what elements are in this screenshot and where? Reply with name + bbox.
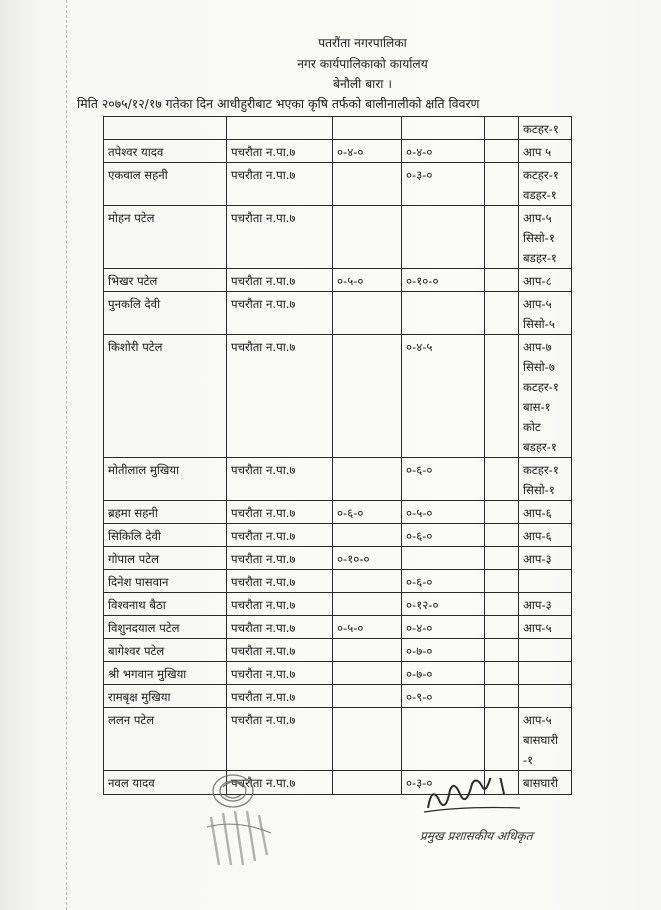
crop-loss-cell: आप ५ — [519, 140, 572, 163]
crop-loss-cell: आप-५ सिसो-५ — [519, 292, 572, 335]
blank-cell — [485, 163, 519, 206]
table-row — [104, 269, 572, 292]
farmer-name-cell: ललन पटेल — [104, 708, 227, 771]
farmer-name-cell: सिकिलि देवी — [104, 524, 227, 547]
area-b-cell: ०-४-० — [402, 140, 485, 163]
blank-cell — [485, 206, 519, 269]
blank-cell — [485, 140, 519, 163]
area-b-cell: ०-१२-० — [402, 593, 485, 616]
area-b-cell — [402, 206, 485, 269]
area-a-cell — [333, 593, 402, 616]
area-a-cell — [333, 117, 402, 140]
crop-loss-cell: आप-७ सिसो-७ कटहर-१ बास-१ कोट बडहर-१ — [519, 335, 572, 458]
blank-cell — [485, 662, 519, 685]
area-a-cell — [333, 570, 402, 593]
blank-cell — [485, 335, 519, 458]
address-cell: पचरौता न.पा.७ — [227, 206, 333, 269]
table-row — [104, 708, 572, 771]
address-cell: पचरौता न.पा.७ — [227, 292, 333, 335]
address-cell: पचरौता न.पा.७ — [227, 639, 333, 662]
crop-loss-cell — [519, 639, 572, 662]
farmer-name-cell: मोहन पटेल — [104, 206, 227, 269]
crop-loss-cell: कटहर-१ वडहर-१ — [519, 163, 572, 206]
margin-dashed-line — [66, 0, 67, 910]
blank-cell — [485, 501, 519, 524]
crop-loss-cell: आप-६ — [519, 501, 572, 524]
farmer-name-cell: मोतीलाल मुखिया — [104, 458, 227, 501]
area-a-cell — [333, 708, 402, 771]
farmer-name-cell: श्री भगवान मुखिया — [104, 662, 227, 685]
area-b-cell: ०-४-५ — [402, 335, 485, 458]
address-cell: पचरौता न.पा.७ — [227, 524, 333, 547]
table-row — [104, 117, 572, 140]
blank-cell — [485, 458, 519, 501]
signature-scribble-icon — [420, 778, 530, 818]
document-subject: मिति २०७५/१२/१७ गतेका दिन आधीहुरीबाट भएका कृषि तर्फको बालीनालीको क्षति विवरण — [77, 96, 480, 111]
crop-loss-cell — [519, 662, 572, 685]
blank-cell — [485, 547, 519, 570]
crop-loss-table — [103, 116, 572, 795]
crop-loss-cell — [519, 570, 572, 593]
farmer-name-cell: विशुनदयाल पटेल — [104, 616, 227, 639]
address-cell — [227, 117, 333, 140]
office-subtitle: नगर कार्यपालिकाको कार्यालय — [297, 57, 428, 71]
farmer-name-cell: विश्वनाथ बैठा — [104, 593, 227, 616]
area-b-cell: ०-९-० — [402, 685, 485, 708]
table-row — [104, 524, 572, 547]
area-b-cell: ०-७-० — [402, 662, 485, 685]
area-a-cell — [333, 662, 402, 685]
address-cell: पचरौता न.पा.७ — [227, 708, 333, 771]
blank-cell — [485, 685, 519, 708]
table-row — [104, 593, 572, 616]
address-cell: पचरौता न.पा.७ — [227, 163, 333, 206]
area-b-cell: ०-७-० — [402, 639, 485, 662]
area-b-cell — [402, 117, 485, 140]
table-row — [104, 662, 572, 685]
table-row — [104, 501, 572, 524]
area-b-cell: ०-४-० — [402, 616, 485, 639]
address-cell: पचरौता न.पा.७ — [227, 570, 333, 593]
office-stamp — [193, 767, 283, 887]
area-a-cell — [333, 163, 402, 206]
blank-cell — [485, 639, 519, 662]
office-address: बेनौली बारा । — [333, 77, 392, 91]
address-cell: पचरौता न.पा.७ — [227, 593, 333, 616]
area-b-cell — [402, 547, 485, 570]
farmer-name-cell: एकवाल सहनी — [104, 163, 227, 206]
address-cell: पचरौता न.पा.७ — [227, 269, 333, 292]
crop-loss-cell: आप-३ — [519, 547, 572, 570]
area-a-cell: ०-५-० — [333, 616, 402, 639]
farmer-name-cell: गोपाल पटेल — [104, 547, 227, 570]
table-row — [104, 335, 572, 458]
blank-cell — [485, 593, 519, 616]
area-b-cell: ०-३-० — [402, 163, 485, 206]
area-a-cell — [333, 206, 402, 269]
crop-loss-cell: आप-८ — [519, 269, 572, 292]
officer-designation: प्रमुख प्रशासकीय अधिकृत — [419, 829, 534, 843]
farmer-name-cell: बागेश्वर पटेल — [104, 639, 227, 662]
area-a-cell: ०-४-० — [333, 140, 402, 163]
crop-loss-cell: आप-५ बासघारी -१ — [519, 708, 572, 771]
blank-cell — [485, 616, 519, 639]
office-name: पतरौंता नगरपालिका — [318, 36, 407, 50]
address-cell: पचरौता न.पा.७ — [227, 458, 333, 501]
table-row — [104, 547, 572, 570]
area-b-cell: ०-६-० — [402, 524, 485, 547]
table-row — [104, 685, 572, 708]
area-a-cell: ०-६-० — [333, 501, 402, 524]
address-cell: पचरौता न.पा.७ — [227, 335, 333, 458]
farmer-name-cell: पुनकलि देवी — [104, 292, 227, 335]
farmer-name-cell: भिखर पटेल — [104, 269, 227, 292]
area-b-cell: ०-३-० — [402, 771, 485, 795]
farmer-name-cell: किशोरी पटेल — [104, 335, 227, 458]
blank-cell — [485, 570, 519, 593]
farmer-name-cell: दिनेश पासवान — [104, 570, 227, 593]
crop-loss-cell: कटहर-१ — [519, 117, 572, 140]
address-cell: पचरौता न.पा.७ — [227, 771, 333, 795]
address-cell: पचरौता न.पा.७ — [227, 140, 333, 163]
area-b-cell: ०-६-० — [402, 570, 485, 593]
table-row — [104, 616, 572, 639]
table-row — [104, 140, 572, 163]
crop-loss-cell: आप-५ सिसो-१ बडहर-१ — [519, 206, 572, 269]
farmer-name-cell: तपेश्वर यादव — [104, 140, 227, 163]
blank-cell — [485, 524, 519, 547]
area-b-cell: ०-५-० — [402, 501, 485, 524]
area-b-cell: ०-१०-० — [402, 269, 485, 292]
address-cell: पचरौता न.पा.७ — [227, 685, 333, 708]
crop-loss-cell: कटहर-१ सिसो-१ — [519, 458, 572, 501]
farmer-name-cell: ब्रहमा सहनी — [104, 501, 227, 524]
officer-signature — [420, 778, 530, 818]
table-row — [104, 206, 572, 269]
farmer-name-cell: नवल यादव — [104, 771, 227, 795]
area-b-cell — [402, 292, 485, 335]
stamp-seal-icon — [193, 767, 283, 887]
area-a-cell — [333, 458, 402, 501]
area-a-cell — [333, 335, 402, 458]
area-a-cell: ०-५-० — [333, 269, 402, 292]
area-a-cell — [333, 771, 402, 795]
area-a-cell — [333, 524, 402, 547]
farmer-name-cell — [104, 117, 227, 140]
table-row — [104, 163, 572, 206]
area-a-cell: ०-१०-० — [333, 547, 402, 570]
crop-loss-table-body — [104, 117, 572, 795]
crop-loss-cell: आप-५ — [519, 616, 572, 639]
crop-loss-cell — [519, 685, 572, 708]
blank-cell — [485, 292, 519, 335]
area-a-cell — [333, 639, 402, 662]
blank-cell — [485, 269, 519, 292]
crop-loss-cell: बासघारी — [519, 771, 572, 795]
address-cell: पचरौता न.पा.७ — [227, 662, 333, 685]
area-a-cell — [333, 292, 402, 335]
area-a-cell — [333, 685, 402, 708]
address-cell: पचरौता न.पा.७ — [227, 547, 333, 570]
address-cell: पचरौता न.पा.७ — [227, 501, 333, 524]
area-b-cell: ०-६-० — [402, 458, 485, 501]
farmer-name-cell: रामबृक्ष मुखिया — [104, 685, 227, 708]
table-row — [104, 458, 572, 501]
blank-cell — [485, 117, 519, 140]
area-b-cell — [402, 708, 485, 771]
table-row — [104, 292, 572, 335]
crop-loss-cell: आप-३ — [519, 593, 572, 616]
table-row — [104, 570, 572, 593]
crop-loss-cell: आप-६ — [519, 524, 572, 547]
table-row — [104, 639, 572, 662]
blank-cell — [485, 708, 519, 771]
address-cell: पचरौता न.पा.७ — [227, 616, 333, 639]
